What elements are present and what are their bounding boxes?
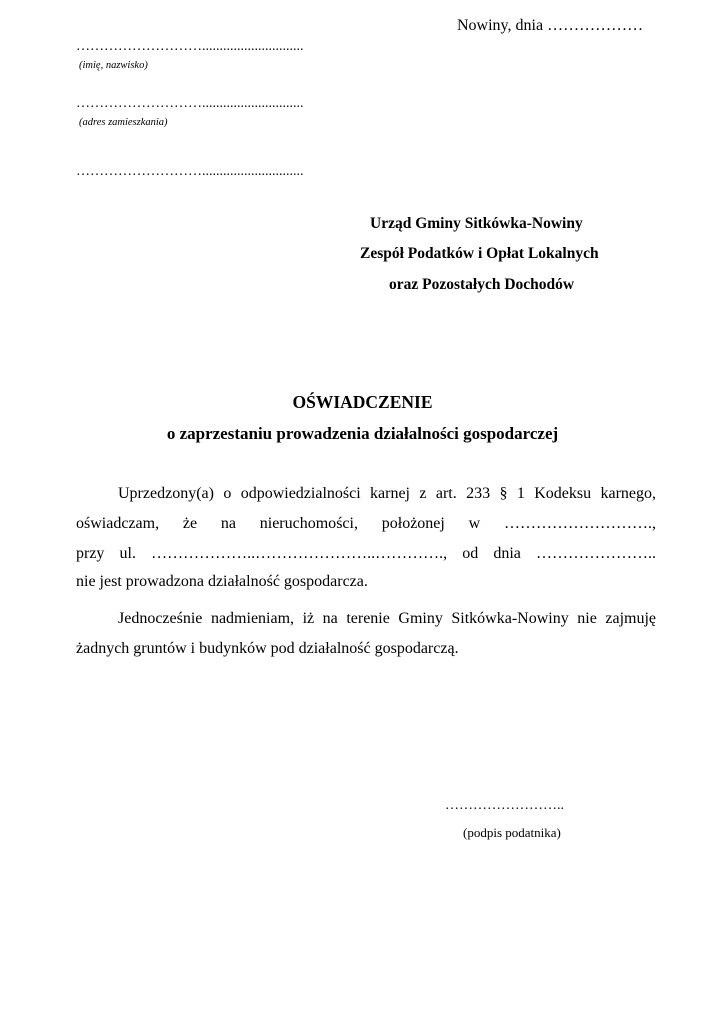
name-field: ……………………….............................: [76, 39, 304, 54]
paragraph-1-line-1: Uprzedzony(a) o odpowiedzialności karnej z art. 233 § 1 Kodeksu karnego,: [118, 485, 656, 502]
recipient-line-2: Zespół Podatków i Opłat Lokalnych: [360, 245, 599, 262]
signature-caption: (podpis podatnika): [463, 825, 561, 840]
paragraph-2-line-1: Jednocześnie nadmieniam, iż na terenie Gminy Sitkówka-Nowiny nie zajmuję: [118, 610, 656, 627]
recipient-line-3: oraz Pozostałych Dochodów: [389, 276, 575, 293]
paragraph-2-line-2: żadnych gruntów i budynków pod działalność gospodarczą.: [76, 640, 459, 657]
recipient-line-1: Urząd Gminy Sitkówka-Nowiny: [370, 215, 583, 232]
signature-field: ……………………..: [445, 798, 564, 813]
paragraph-1-line-4: nie jest prowadzona działalność gospodarcza.: [76, 573, 368, 590]
address-caption: (adres zamieszkania): [79, 117, 168, 128]
name-caption: (imię, nazwisko): [79, 60, 148, 71]
document-subtitle: o zaprzestaniu prowadzenia działalności gospodarczej: [166, 424, 559, 443]
paragraph-1-line-2: oświadczam, że na nieruchomości, położonej w ……………………….,: [76, 515, 656, 532]
paragraph-1-line-3: przy ul. ………………..…………………..…………., od dnia …………………..: [76, 545, 656, 562]
place-date-field: Nowiny, dnia ………………: [457, 17, 644, 34]
additional-field: ……………………….............................: [76, 164, 304, 179]
address-field: ……………………….............................: [76, 96, 304, 111]
document-title: OŚWIADCZENIE: [292, 392, 433, 412]
